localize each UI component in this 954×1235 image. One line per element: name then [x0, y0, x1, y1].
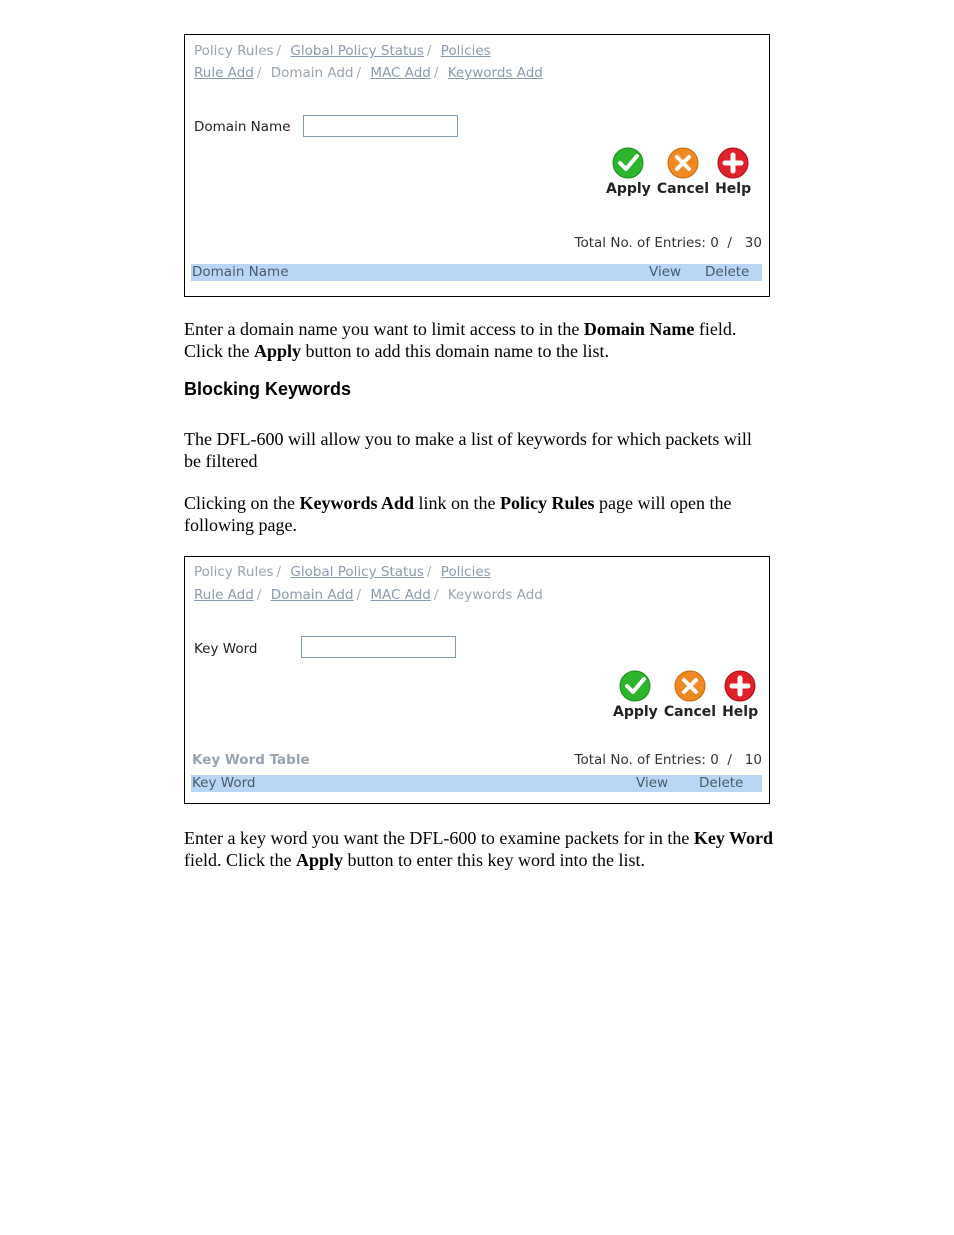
cancel-button[interactable]: Cancel: [657, 146, 709, 197]
paragraph-keywords-intro: The DFL-600 will allow you to make a list of keywords for which packets will be filtered: [184, 429, 752, 471]
paragraph-domain-name: Enter a domain name you want to limit access to in the Domain Name field. Click the Apply button to add this domain name to the list.: [184, 319, 737, 361]
crumb-mac-add[interactable]: MAC Add: [370, 65, 431, 81]
key-word-label: Key Word: [194, 641, 258, 657]
help-button[interactable]: Help: [722, 669, 758, 720]
breadcrumb-row-1: Policy Rules / Global Policy Status / Policies: [194, 43, 491, 59]
column-delete: Delete: [705, 264, 750, 280]
apply-button[interactable]: Apply: [606, 146, 651, 197]
column-key-word: Key Word: [192, 775, 256, 791]
help-button[interactable]: Help: [715, 146, 751, 197]
crumb-policy-rules: Policy Rules: [194, 43, 274, 59]
keywords-add-screenshot: [184, 556, 770, 804]
column-domain-name: Domain Name: [192, 264, 289, 280]
crumb-mac-add[interactable]: MAC Add: [370, 587, 431, 603]
crumb-rule-add[interactable]: Rule Add: [194, 65, 254, 81]
column-view: View: [636, 775, 669, 791]
help-plus-icon: [716, 146, 750, 180]
paragraph-key-word: Enter a key word you want the DFL-600 to examine packets for in the Key Word field. Click the Apply button to enter this key word into the list.: [184, 828, 774, 870]
column-delete: Delete: [699, 775, 744, 791]
crumb-keywords-add[interactable]: Keywords Add: [447, 65, 543, 81]
crumb-rule-add[interactable]: Rule Add: [194, 587, 254, 603]
breadcrumb-row-2: Rule Add / Domain Add / MAC Add / Keywords Add: [194, 65, 543, 81]
crumb-domain-add: Domain Add: [270, 65, 354, 81]
crumb-policies[interactable]: Policies: [440, 564, 491, 580]
domain-add-screenshot: [184, 34, 770, 297]
apply-button[interactable]: Apply: [613, 669, 658, 720]
total-entries: Total No. of Entries: 0 / 30: [574, 235, 762, 251]
action-buttons: [613, 669, 758, 720]
cancel-button[interactable]: Cancel: [664, 669, 716, 720]
action-buttons: [606, 146, 751, 197]
section-heading: Blocking Keywords: [184, 379, 352, 399]
checkmark-icon: [618, 669, 652, 703]
crumb-keywords-add: Keywords Add: [447, 587, 543, 603]
total-entries: Total No. of Entries: 0 / 10: [574, 752, 762, 768]
column-view: View: [649, 264, 682, 280]
table-header: [191, 775, 762, 792]
crumb-global-policy-status[interactable]: Global Policy Status: [290, 43, 424, 59]
checkmark-icon: [611, 146, 645, 180]
cancel-x-icon: [673, 669, 707, 703]
table-header: [191, 264, 762, 281]
key-word-input[interactable]: [301, 636, 456, 658]
key-word-table-title: Key Word Table: [192, 752, 310, 768]
paragraph-keywords-link: Clicking on the Keywords Add link on the Policy Rules page will open the following page.: [184, 493, 732, 535]
crumb-policy-rules: Policy Rules: [194, 564, 274, 580]
domain-name-label: Domain Name: [194, 119, 291, 135]
domain-name-input[interactable]: [303, 115, 458, 137]
breadcrumb-row-1: Policy Rules / Global Policy Status / Policies: [194, 564, 491, 580]
help-plus-icon: [723, 669, 757, 703]
crumb-domain-add[interactable]: Domain Add: [270, 587, 354, 603]
crumb-global-policy-status[interactable]: Global Policy Status: [290, 564, 424, 580]
breadcrumb-row-2: Rule Add / Domain Add / MAC Add / Keywords Add: [194, 587, 543, 603]
cancel-x-icon: [666, 146, 700, 180]
crumb-policies[interactable]: Policies: [440, 43, 491, 59]
